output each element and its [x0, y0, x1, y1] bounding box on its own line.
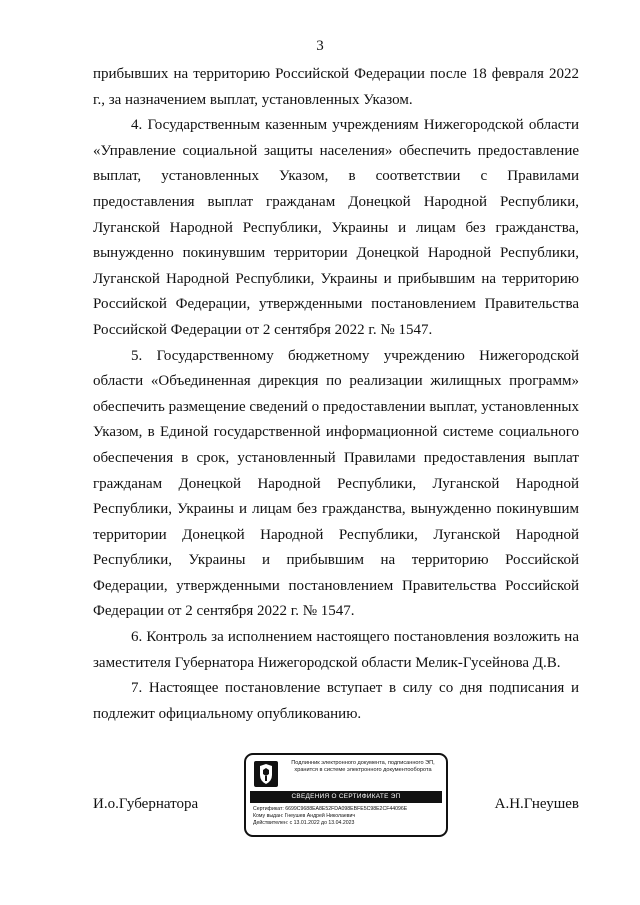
paragraph-4: 4. Государственным казенным учреждениям Нижегородской области «Управление социальной защиты населения» обеспечить предоставление выплат, установленных Указом, в соответствии с Правилами предоставления выплат гражданам Донецкой Народной Республики, Луганской Народной Республики, Украины и лицам без гражданства, вынужденно покинувшим территории Донецкой Народной Республики, Луганской Народной Республики, Украины и прибывшим на территорию Российской Федерации, утвержденными постановлением Правительства Российской Федерации от 2 сентября 2022 г. № 1547.: [93, 117, 579, 338]
coat-of-arms-icon: [254, 761, 278, 787]
stamp-notice: Подлинник электронного документа, подписанного ЭП, хранится в системе электронного документооборота: [291, 760, 435, 773]
paragraph-5: 5. Государственному бюджетному учреждению Нижегородской области «Объединенная дирекция по реализации жилищных программ» обеспечить размещение сведений о предоставлении выплат, установленных Указом, в Единой государственной информационной системе социального обеспечения в срок, установленный Правилами предоставления выплат гражданам Донецкой Народной Республики, Луганской Народной Республики, Украины и лицам без гражданства, вынужденно покинувшим территории Донецкой Народной Республики, Луганской Народной Республики, Украины и прибывшим на территорию Российской Федерации, утвержденными постановлением Правительства Российской Федерации от 2 сентября 2022 г. № 1547.: [93, 347, 579, 620]
certificate-owner: Кому выдан: Гнеушев Андрей Николаевич: [253, 813, 356, 819]
paragraph-7: 7. Настоящее постановление вступает в силу со дня подписания и подлежит официальному опубликованию.: [93, 680, 579, 722]
stamp-banner: СВЕДЕНИЯ О СЕРТИФИКАТЕ ЭП: [250, 791, 442, 803]
signatory-position: И.о.Губернатора: [93, 796, 199, 812]
page-number: 3: [316, 38, 324, 54]
paragraph-6: 6. Контроль за исполнением настоящего постановления возложить на заместителя Губернатора Нижегородской области Мелик-Гусейнова Д.В.: [93, 629, 579, 671]
certificate-validity: Действителен: с 13.01.2022 до 13.04.2023: [253, 820, 355, 826]
certificate-details: [253, 806, 443, 827]
signatory-name: А.Н.Гнеушев: [494, 796, 579, 812]
document-body: [93, 62, 579, 727]
paragraph-continuation: прибывших на территорию Российской Федерации после 18 февраля 2022 г., за назначением выплат, установленных Указом.: [93, 66, 579, 108]
electronic-signature-stamp: [244, 753, 448, 837]
certificate-number: Сертификат: 6699C9688EA8E52FDA098EBFE5C98E2CF44096E: [253, 806, 408, 812]
